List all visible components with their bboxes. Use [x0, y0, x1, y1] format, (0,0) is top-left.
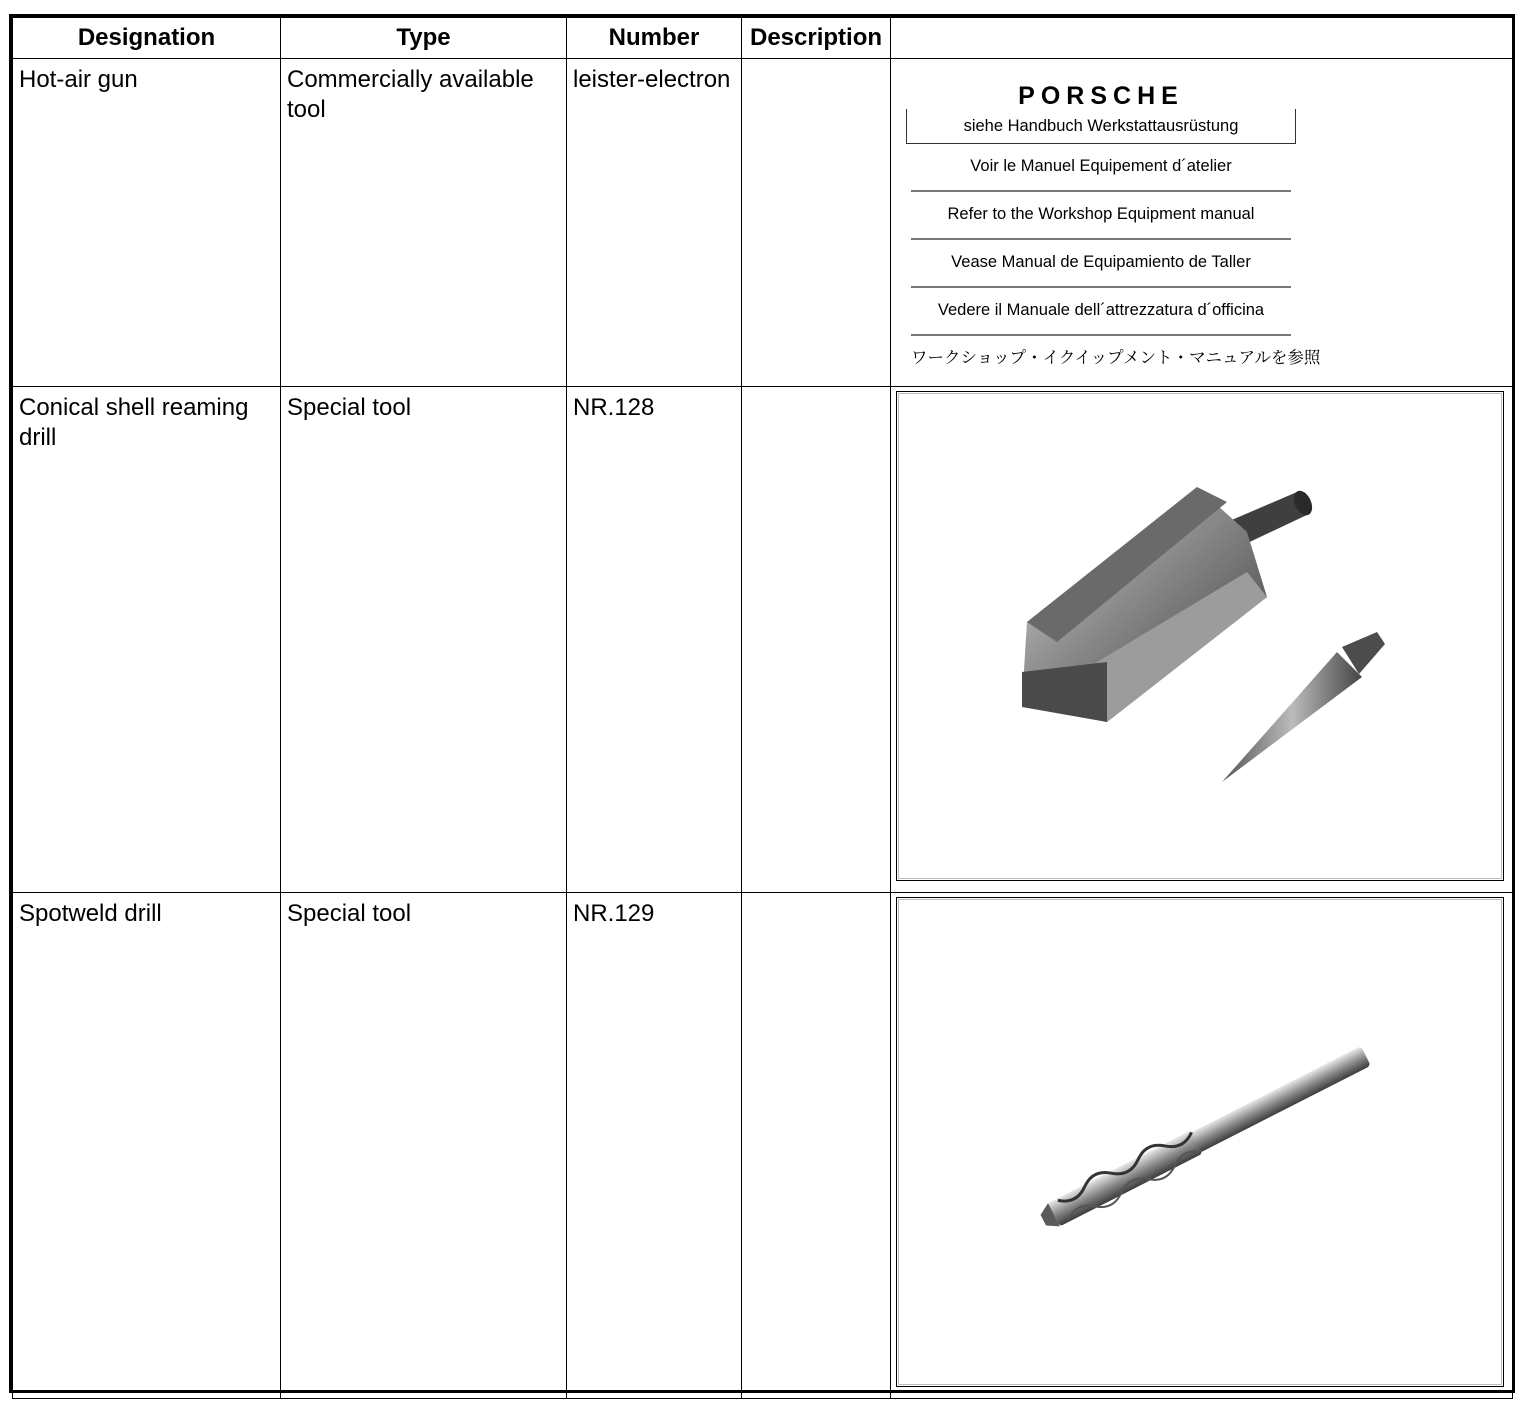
cell-image [891, 59, 1513, 387]
header-type: Type [281, 18, 567, 59]
cell-type: Commercially available tool [281, 59, 567, 387]
cell-designation: Spotweld drill [13, 893, 281, 1399]
cell-number: NR.129 [567, 893, 742, 1399]
reference-line: Vease Manual de Equipamiento de Taller [911, 240, 1291, 288]
spotweld-drill-icon [897, 898, 1503, 1386]
reference-line: Refer to the Workshop Equipment manual [911, 192, 1291, 240]
reference-line: Vedere il Manuale dell´attrezzatura d´officina [911, 288, 1291, 336]
header-number: Number [567, 18, 742, 59]
cell-designation: Hot-air gun [13, 59, 281, 387]
reference-line: siehe Handbuch Werkstattausrüstung [906, 109, 1296, 144]
table-row [13, 387, 1513, 893]
porsche-logo: PORSCHE [1018, 82, 1184, 110]
cell-description [742, 893, 891, 1399]
conical-drill-icon [897, 392, 1503, 880]
cell-type: Special tool [281, 387, 567, 893]
cell-image [891, 893, 1513, 1399]
cell-description [742, 387, 891, 893]
cell-designation: Conical shell reaming drill [13, 387, 281, 893]
header-image [891, 18, 1513, 59]
workshop-manual-reference [906, 82, 1321, 382]
header-designation: Designation [13, 18, 281, 59]
table-row [13, 59, 1513, 387]
conical-reaming-drill-photo [896, 391, 1504, 881]
cell-image [891, 387, 1513, 893]
cell-description [742, 59, 891, 387]
reference-line: ワークショップ・イクイップメント・マニュアルを参照 [911, 349, 1321, 367]
cell-number: NR.128 [567, 387, 742, 893]
header-row [13, 18, 1513, 59]
tool-table-frame [9, 14, 1515, 1393]
spotweld-drill-photo [896, 897, 1504, 1387]
cell-type: Special tool [281, 893, 567, 1399]
header-description: Description [742, 18, 891, 59]
cell-number: leister-electron [567, 59, 742, 387]
tool-table [12, 17, 1513, 1399]
reference-line: Voir le Manuel Equipement d´atelier [911, 144, 1291, 192]
table-row [13, 893, 1513, 1399]
